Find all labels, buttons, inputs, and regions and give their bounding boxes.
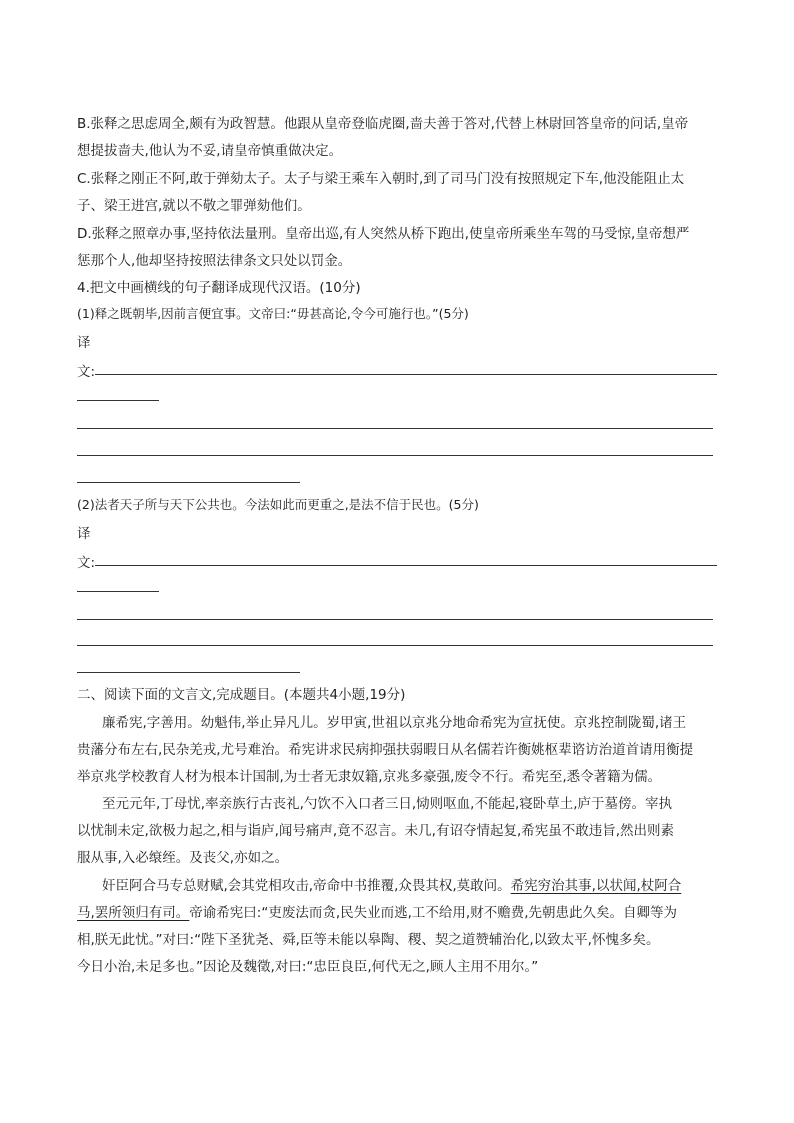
passage-p3-line-3: 相,朕无此忧。”对曰:“陛下圣犹尧、舜,臣等未能以皋陶、稷、契之道赞辅治化,以致太平,怀愧多矣。 xyxy=(77,932,660,948)
translation-label-wen-2: 文: xyxy=(77,555,96,571)
passage-p3-line-1 xyxy=(102,877,681,895)
answer-line[interactable] xyxy=(95,565,717,566)
translation-label-yi-2: 译 xyxy=(77,526,91,542)
passage-p1-line-1: 廉希宪,字善用。幼魁伟,举止异凡儿。岁甲寅,世祖以京兆分地命希宪为宣抚使。京兆控制陇蜀,诸王 xyxy=(102,715,687,731)
passage-p2-line-3: 服从事,入必缞绖。及丧父,亦如之。 xyxy=(77,850,289,866)
passage-p3-line-1-text: 奸臣阿合马专总财赋,会其党相攻击,帝命中书推覆,众畏其权,莫敢问。 xyxy=(102,878,511,894)
answer-line[interactable] xyxy=(77,482,300,483)
answer-line[interactable] xyxy=(77,619,713,620)
answer-line[interactable] xyxy=(77,645,713,646)
answer-line[interactable] xyxy=(77,591,159,592)
passage-p2-line-2: 以忧制未定,欲极力起之,相与诣庐,闻号痛声,竟不忍言。未几,有诏夺情起复,希宪虽不敢违旨,然出则素 xyxy=(77,823,675,839)
translation-label-yi-1: 译 xyxy=(77,335,91,351)
passage-p2-line-1: 至元元年,丁母忧,率亲族行古丧礼,勺饮不入口者三日,恸则呕血,不能起,寝卧草土,庐于墓傍。宰执 xyxy=(102,796,673,812)
option-c-line-1: C.张释之刚正不阿,敢于弹劾太子。太子与梁王乘车入朝时,到了司马门没有按照规定下车,他没能阻止太 xyxy=(77,171,685,187)
question-4-sub-2: (2)法者天子所与天下公共也。今法如此而更重之,是法不信于民也。(5分) xyxy=(77,497,479,512)
question-4-title: 4.把文中画横线的句子翻译成现代汉语。(10分) xyxy=(77,280,361,296)
passage-p3-line-2 xyxy=(77,904,677,922)
passage-p3-line-2-text: 帝谕希宪曰:“吏废法而贪,民失业而逃,工不给用,财不赡费,先朝患此久矣。自卿等为 xyxy=(189,905,678,921)
answer-line[interactable] xyxy=(77,455,713,456)
answer-line[interactable] xyxy=(95,374,717,375)
question-4-sub-1: (1)释之既朝毕,因前言便宜事。文帝曰:“毋甚高论,令今可施行也。”(5分) xyxy=(77,306,469,321)
answer-line[interactable] xyxy=(77,400,159,401)
passage-p1-line-2: 贵藩分布左右,民杂羌戎,尤号难治。希宪讲求民病抑强扶弱暇日从名儒若许衡姚枢辈谘访治道首请用衡提 xyxy=(77,742,694,758)
option-d-line-2: 惩那个人,他却坚持按照法律条文只处以罚金。 xyxy=(77,253,352,269)
option-d-line-1: D.张释之照章办事,坚持依法量刑。皇帝出巡,有人突然从桥下跑出,使皇帝所乘坐车驾的马受惊,皇帝想严 xyxy=(77,226,690,242)
section-2-heading: 二、阅读下面的文言文,完成题目。(本题共4小题,19分) xyxy=(77,687,406,703)
passage-p1-line-3: 举京兆学校教育人材为根本计国制,为士者无隶奴籍,京兆多豪强,废令不行。希宪至,悉令著籍为儒。 xyxy=(77,769,662,785)
underlined-sentence: 希宪穷治其事,以状闻,杖阿合 xyxy=(510,878,682,894)
underlined-sentence: 马,罢所领归有司。 xyxy=(77,905,190,921)
answer-line[interactable] xyxy=(77,428,713,429)
option-c-line-2: 子、梁王进宫,就以不敬之罪弹劾他们。 xyxy=(77,198,311,214)
translation-label-wen-1: 文: xyxy=(77,364,96,380)
passage-p3-line-4: 今日小治,未足多也。”因论及魏徵,对曰:“忠臣良臣,何代无之,顾人主用不用尔。” xyxy=(77,959,539,975)
answer-line[interactable] xyxy=(77,672,300,673)
option-b-line-2: 想提拔啬夫,他认为不妥,请皇帝慎重做决定。 xyxy=(77,143,343,159)
option-b-line-1: B.张释之思虑周全,颇有为政智慧。他跟从皇帝登临虎圈,啬夫善于答对,代替上林尉回答皇帝的问话,皇帝 xyxy=(77,116,689,132)
